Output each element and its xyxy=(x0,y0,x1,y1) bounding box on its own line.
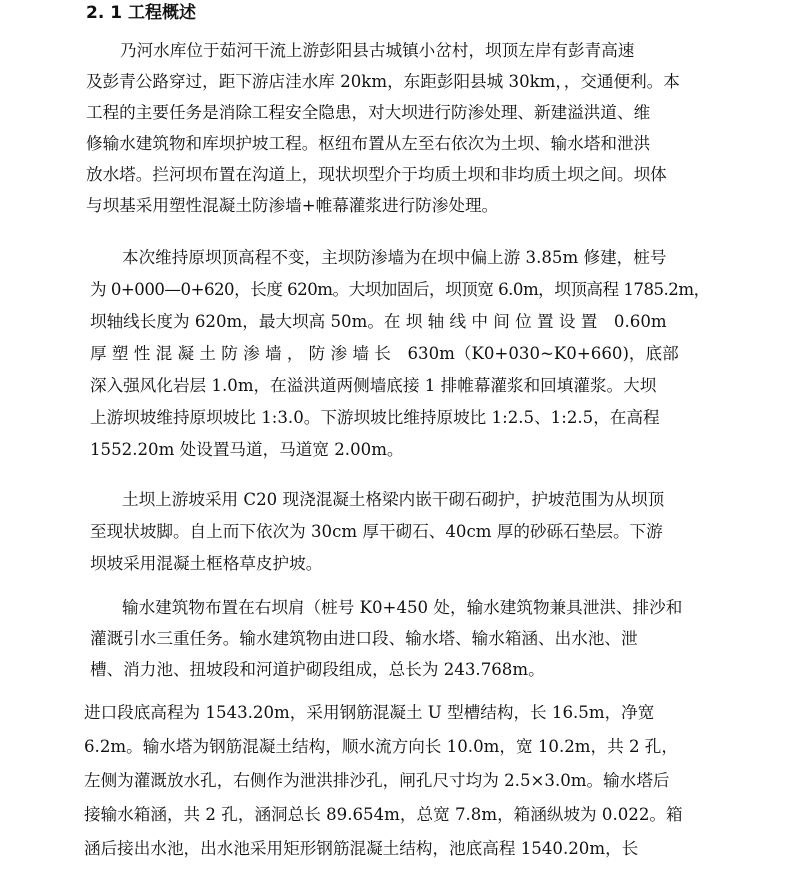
paragraph-5-line-4: 接输水箱涵，共 2 孔，涵洞总长 89.654m，总宽 7.8m，箱涵纵坡为 0.022。箱 xyxy=(84,805,683,824)
paragraph-2-line-7: 1552.20m 处设置马道，马道宽 2.00m。 xyxy=(90,440,404,459)
paragraph-3-line-1: 土坝上游坡采用 C20 现浇混凝土格梁内嵌干砌石砌护，护坡范围为从坝顶 xyxy=(122,490,665,509)
paragraph-5-line-2: 6.2m。输水塔为钢筋混凝土结构，顺水流方向长 10.0m，宽 10.2m，共 2 孔， xyxy=(84,737,678,756)
paragraph-5-line-3: 左侧为灌溉放水孔，右侧作为泄洪排沙孔，闸孔尺寸均为 2.5×3.0m。输水塔后 xyxy=(84,771,670,790)
paragraph-2-line-4: 厚 塑 性 混 凝 土 防 渗 墙 ， 防 渗 墙 长 630m（K0+030~K0+660)，底部 xyxy=(90,344,679,363)
paragraph-2-line-5: 深入强风化岩层 1.0m，在溢洪道两侧墙底接 1 排帷幕灌浆和回填灌浆。大坝 xyxy=(90,376,657,395)
paragraph-5-line-1: 进口段底高程为 1543.20m，采用钢筋混凝土 U 型槽结构，长 16.5m，净宽 xyxy=(84,703,655,722)
paragraph-4-line-3: 槽、消力池、扭坡段和河道护砌段组成，总长为 243.768m。 xyxy=(90,660,545,679)
paragraph-3-line-2: 至现状坡脚。自上而下依次为 30cm 厚干砌石、40cm 厚的砂砾石垫层。下游 xyxy=(90,522,663,541)
paragraph-2-line-3: 坝轴线长度为 620m，最大坝高 50m。在 坝 轴 线 中 间 位 置 设 置 0.60m xyxy=(90,312,667,331)
paragraph-4-line-2: 灌溉引水三重任务。输水建筑物由进口段、输水塔、输水箱涵、出水池、泄 xyxy=(90,629,638,648)
paragraph-1-line-6: 与坝基采用塑性混凝土防渗墙+帷幕灌浆进行防渗处理。 xyxy=(86,196,499,215)
paragraph-2-line-1: 本次维持原坝顶高程不变，主坝防渗墙为在坝中偏上游 3.85m 修建，桩号 xyxy=(122,248,667,267)
paragraph-1-line-4: 修输水建筑物和库坝护坡工程。枢纽布置从左至右依次为土坝、输水塔和泄洪 xyxy=(86,134,651,153)
paragraph-4-line-1: 输水建筑物布置在右坝肩（桩号 K0+450 处，输水建筑物兼具泄洪、排沙和 xyxy=(122,598,683,617)
paragraph-2-line-6: 上游坝坡维持原坝坡比 1:3.0。下游坝坡比维持原坡比 1:2.5、1:2.5，在高程 xyxy=(90,408,660,427)
paragraph-1-line-3: 工程的主要任务是消除工程安全隐患，对大坝进行防渗处理、新建溢洪道、维 xyxy=(86,103,651,122)
paragraph-3-line-3: 坝坡采用混凝土框格草皮护坡。 xyxy=(90,554,323,573)
paragraph-5-line-5: 涵后接出水池，出水池采用矩形钢筋混凝土结构，池底高程 1540.20m，长 xyxy=(84,839,639,858)
paragraph-2-line-2: 为 0+000—0+620，长度 620m。大坝加固后，坝顶宽 6.0m，坝顶高程 1785.2m， xyxy=(90,280,710,299)
paragraph-1-line-5: 放水塔。拦河坝布置在沟道上，现状坝型介于均质土坝和非均质土坝之间。坝体 xyxy=(86,165,667,184)
section-heading: 2. 1 工程概述 xyxy=(86,3,196,23)
paragraph-1-line-1: 乃河水库位于茹河干流上游彭阳县古城镇小岔村，坝顶左岸有彭青高速 xyxy=(120,41,635,60)
paragraph-1-line-2: 及彭青公路穿过，距下游店洼水库 20km，东距彭阳县城 30km，，交通便利。本 xyxy=(86,72,680,91)
